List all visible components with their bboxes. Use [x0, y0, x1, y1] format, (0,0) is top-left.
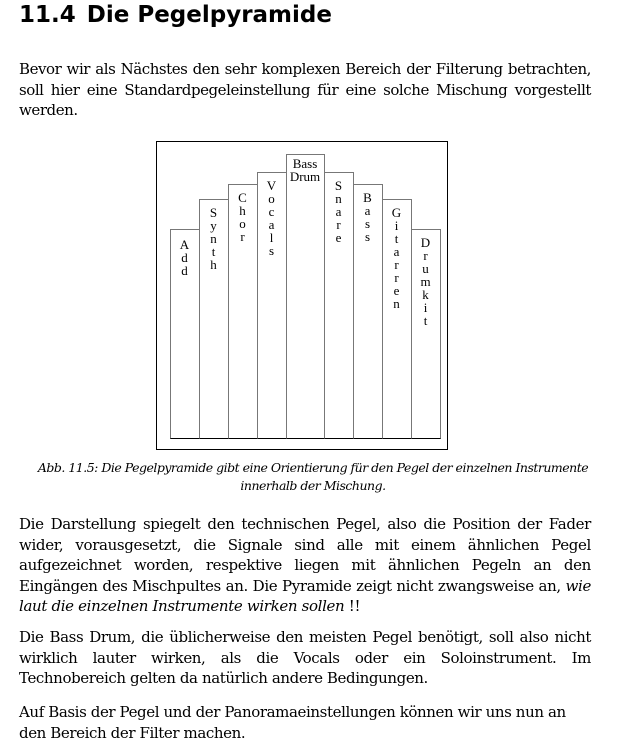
- pyramid-bar-synth: [199, 199, 229, 439]
- pyramid-bar-label: B a s s: [363, 190, 372, 244]
- darstellung-exclamation: !!: [344, 597, 361, 615]
- pyramid-bar-bass-drum: [286, 154, 325, 439]
- section-number: 11.4: [19, 2, 76, 28]
- level-pyramid-figure: [156, 141, 448, 450]
- pyramid-bar-label: S n a r e: [334, 178, 343, 245]
- section-heading: [19, 2, 332, 28]
- section-title: Die Pegelpyramide: [86, 2, 332, 28]
- darstellung-text: Die Darstellung spiegelt den technischen Pegel, also die Position der Fader wider, vorausgesetzt, die Signale sind alle mit einem ähnlichen Pegel aufgezeichnet worden, respektive liegen mit ähnlichen Pegeln an den Eingängen des Mischpultes an. Die Pyramide zeigt nicht zwangsweise an,: [19, 515, 591, 595]
- pyramid-bar-label: V o c a l s: [266, 178, 277, 258]
- darstellung-paragraph: [19, 514, 591, 617]
- pyramid-bar-label: C h o r: [238, 190, 247, 244]
- pyramid-bar-snare: [324, 172, 354, 439]
- pyramid-bar-label: S y n t h: [209, 205, 218, 272]
- pyramid-bar-vocals: [257, 172, 287, 439]
- bass-drum-paragraph: Die Bass Drum, die üblicherweise den meisten Pegel benötigt, soll also nicht wirklich lauter wirken, als die Vocals oder ein Soloinstrument. Im Technobereich gelten da natürlich andere Bedingungen.: [19, 628, 591, 687]
- pyramid-bar-label: G i t a r r e n: [391, 205, 402, 311]
- intro-paragraph: Bevor wir als Nächstes den sehr komplexen Bereich der Filterung betrachten, soll hier eine Standardpegeleinstellung für eine solche Mischung vorgestellt werden.: [19, 60, 591, 119]
- pyramid-bar-add: [170, 229, 200, 439]
- figure-caption: Abb. 11.5: Die Pegelpyramide gibt eine Orientierung für den Pegel der einzelnen Instrumente innerhalb der Mischung.: [37, 460, 589, 493]
- pyramid-bar-drumkit: [411, 229, 441, 439]
- pyramid-bar-chor: [228, 184, 258, 439]
- pyramid-bar-bass: [353, 184, 383, 439]
- outro-paragraph: Auf Basis der Pegel und der Panoramaeinstellungen können wir uns nun an den Bereich der Filter machen.: [19, 703, 566, 742]
- darstellung-emphasis: wie laut die einzelnen Instrumente wirken sollen: [19, 576, 591, 615]
- pyramid-bar-label: A d d: [179, 237, 190, 278]
- pyramid-bar-label: D r u m k i t: [420, 235, 431, 328]
- pyramid-bar-label: Bass Drum: [289, 156, 321, 184]
- pyramid-bar-gitarren: [382, 199, 412, 439]
